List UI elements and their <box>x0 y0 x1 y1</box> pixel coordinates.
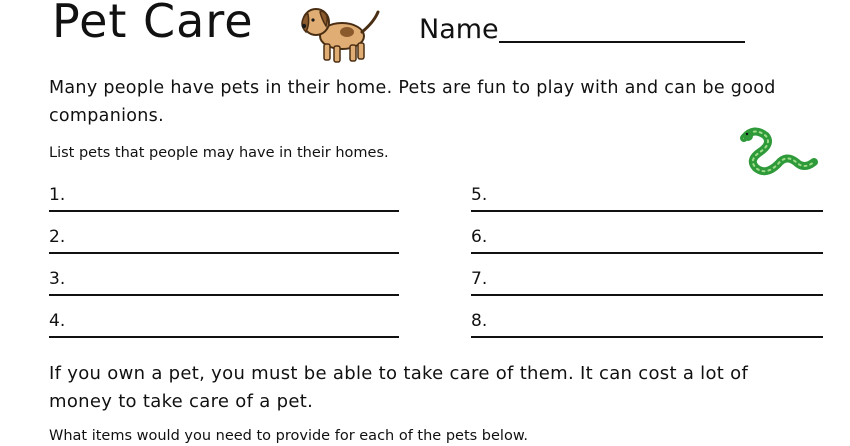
name-label: Name <box>419 14 499 45</box>
list-item-number: 4. <box>49 311 66 331</box>
list-item-number: 7. <box>471 269 488 289</box>
list-item-8[interactable] <box>471 311 823 334</box>
answer-line <box>471 252 823 254</box>
list-item-7[interactable] <box>471 269 823 292</box>
list-item-3[interactable] <box>49 269 399 292</box>
list-item-1[interactable] <box>49 185 399 208</box>
answer-line <box>471 294 823 296</box>
items-instruction: What items would you need to provide for each of the pets below. <box>49 428 528 444</box>
list-item-number: 2. <box>49 227 66 247</box>
list-item-5[interactable] <box>471 185 823 208</box>
list-item-number: 8. <box>471 311 488 331</box>
snake-icon <box>738 126 820 176</box>
list-item-number: 5. <box>471 185 488 205</box>
name-field[interactable] <box>499 41 745 43</box>
intro-paragraph: Many people have pets in their home. Pets are fun to play with and can be good companions. <box>49 78 776 126</box>
answer-line <box>49 294 399 296</box>
dog-icon <box>292 2 386 66</box>
answer-line <box>49 252 399 254</box>
care-paragraph: If you own a pet, you must be able to take care of them. It can cost a lot of money to take care of a pet. <box>49 363 749 412</box>
list-instruction: List pets that people may have in their homes. <box>49 145 389 161</box>
list-item-4[interactable] <box>49 311 399 334</box>
answer-line <box>49 336 399 338</box>
list-item-6[interactable] <box>471 227 823 250</box>
answer-line <box>471 336 823 338</box>
answer-line <box>471 210 823 212</box>
page-title: Pet Care <box>52 0 254 48</box>
list-item-number: 1. <box>49 185 66 205</box>
list-item-number: 3. <box>49 269 66 289</box>
answer-line <box>49 210 399 212</box>
list-item-number: 6. <box>471 227 488 247</box>
list-item-2[interactable] <box>49 227 399 250</box>
